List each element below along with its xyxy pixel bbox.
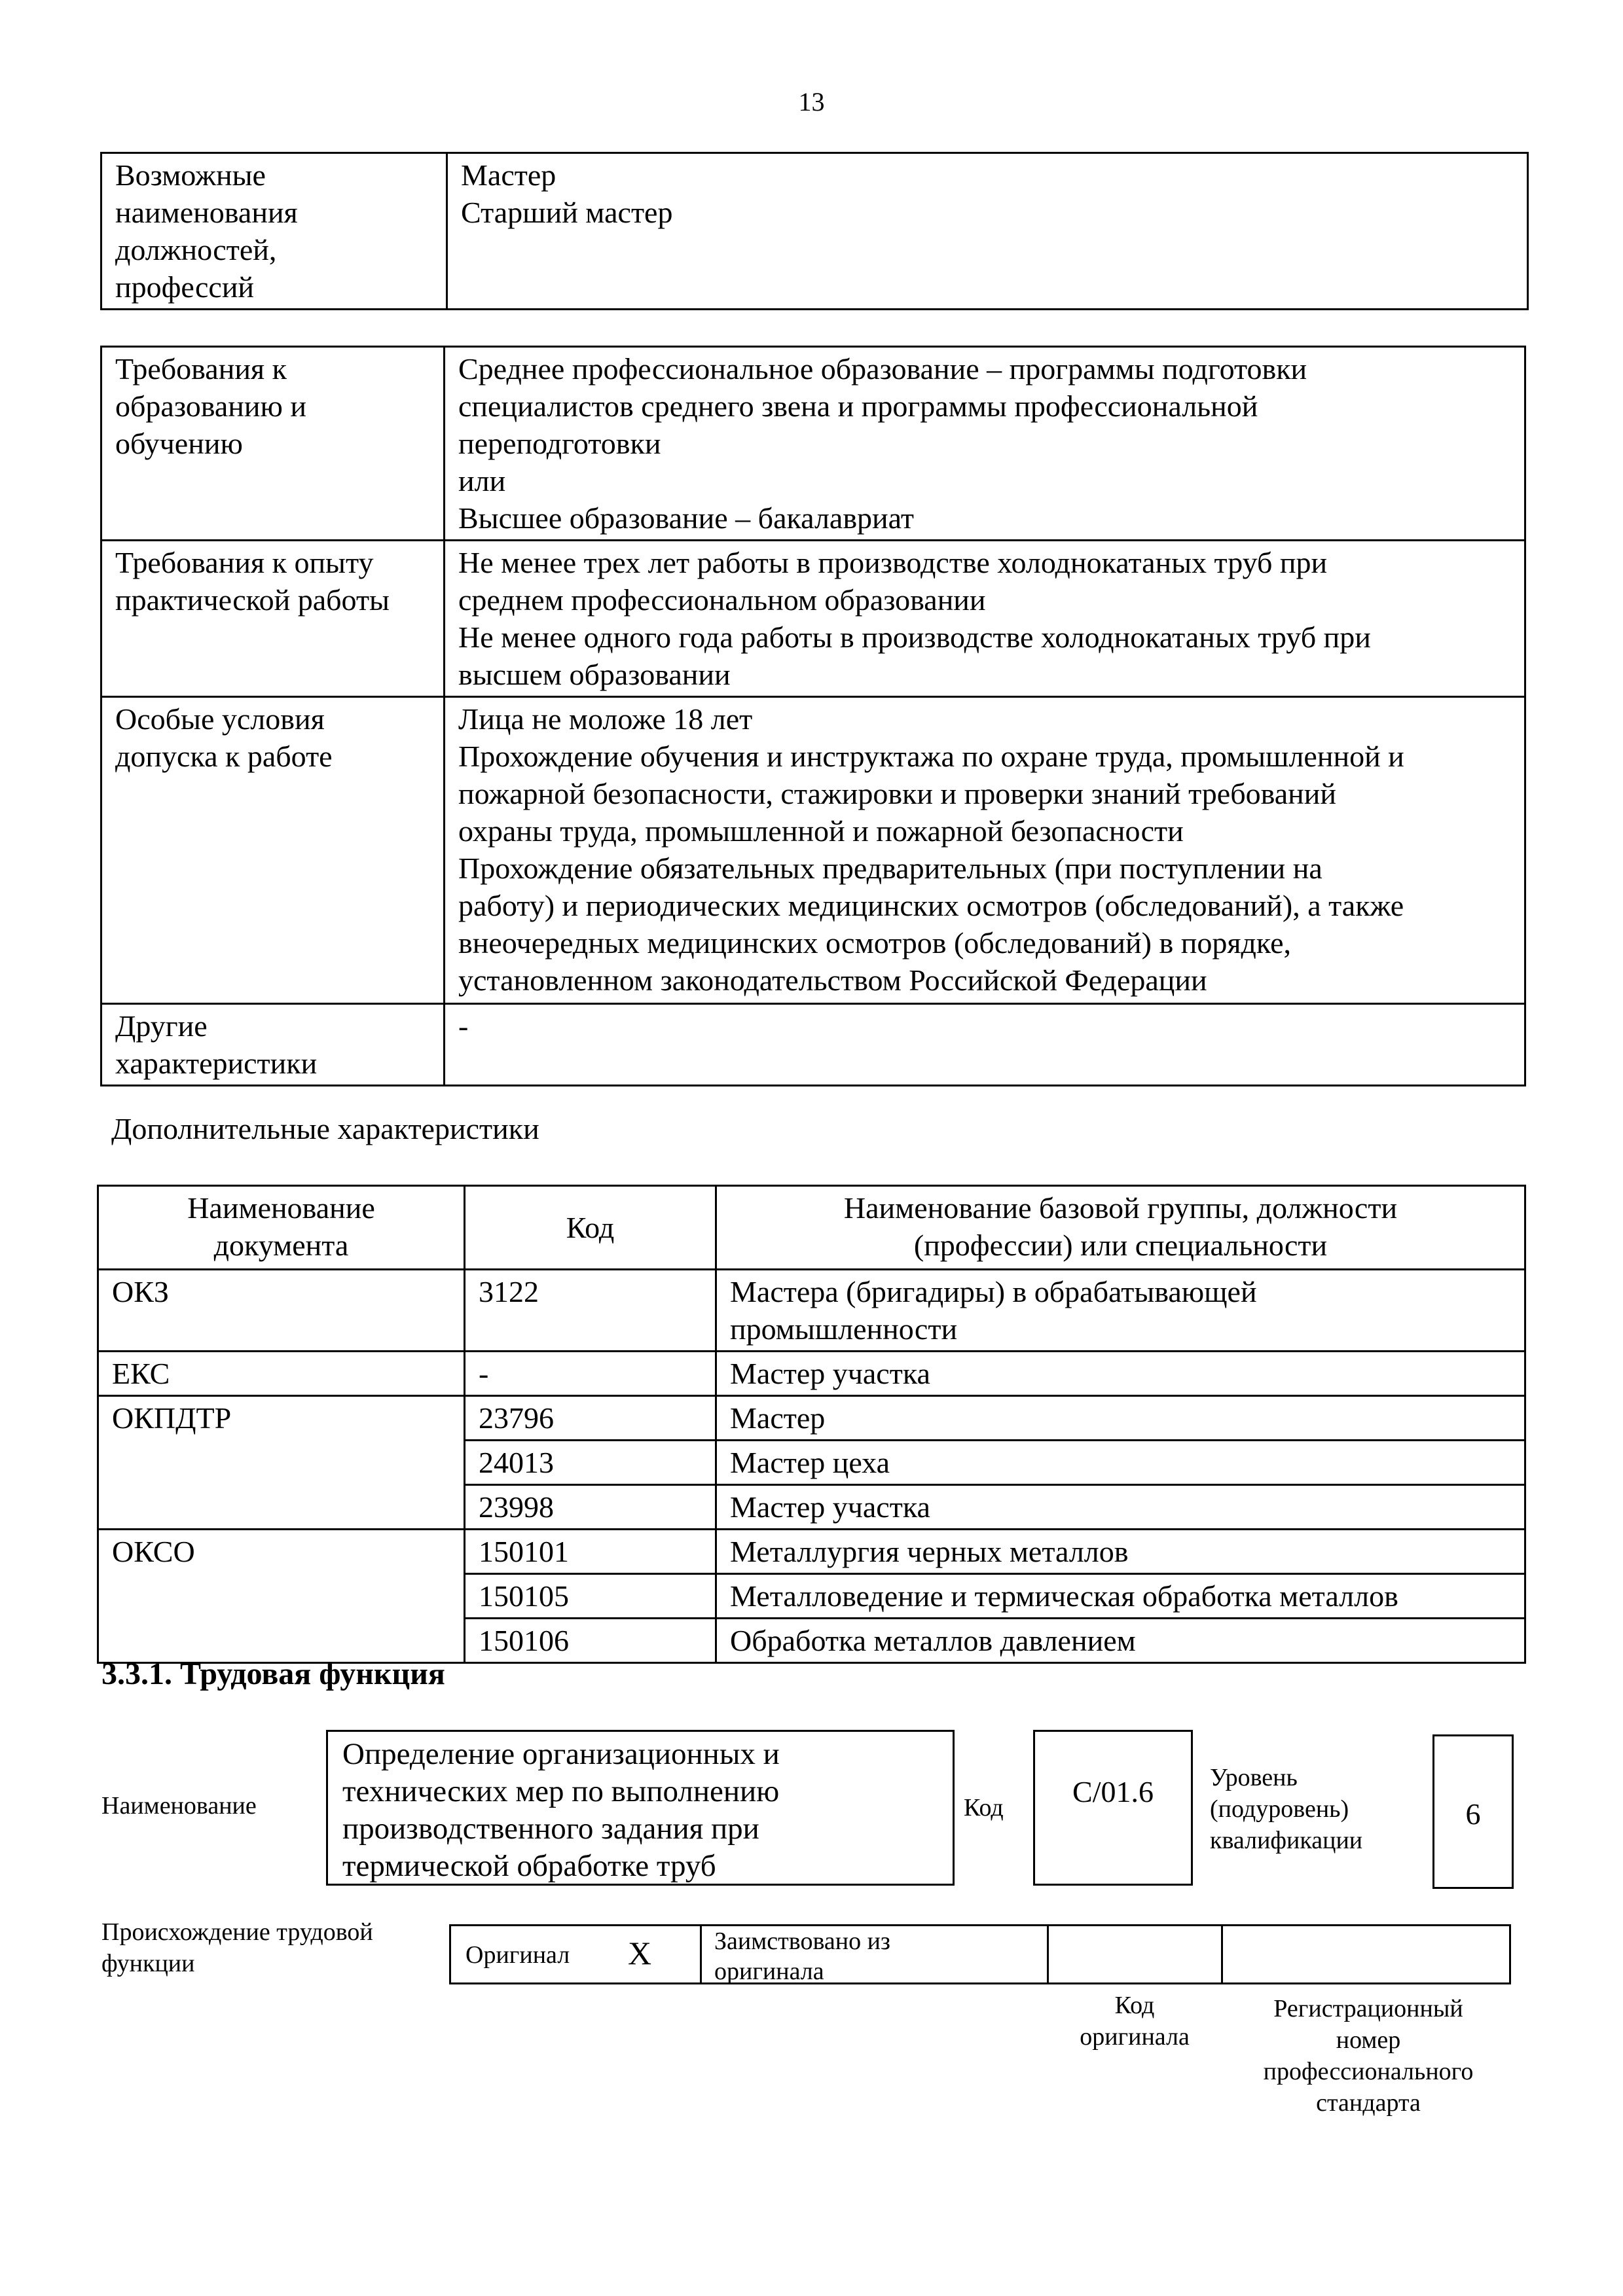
function-code-box: C/01.6 [1033, 1730, 1193, 1886]
row-name: Металлургия черных металлов [716, 1530, 1525, 1574]
borrowed-label: Заимствовано из оригинала [714, 1928, 890, 1985]
table-row [98, 1396, 1525, 1441]
row-code: 150105 [465, 1574, 716, 1619]
row-doc: ЕКС [98, 1352, 465, 1396]
job-titles-label: Возможные наименования должностей, профессий [101, 153, 447, 310]
table-row [101, 697, 1525, 1004]
table-row [98, 1352, 1525, 1396]
page-number: 13 [798, 87, 825, 117]
divider [1047, 1926, 1049, 1982]
row-doc: ОКСО [98, 1530, 465, 1663]
registration-number-caption: Регистрационный номер профессионального стандарта [1263, 1995, 1474, 2117]
experience-text: Не менее трех лет работы в производстве холоднокатаных труб при среднем профессиональном образовании Не менее одного года работы в производстве холоднокатаных труб при высшем образовании [445, 541, 1525, 697]
qualification-level-label: Уровень (подуровень) квалификации [1210, 1764, 1363, 1854]
origin-label: Происхождение трудовой функции [101, 1918, 373, 1977]
table-row [101, 1004, 1525, 1086]
row-code: 3122 [465, 1270, 716, 1352]
header-document: Наименование документа [98, 1186, 465, 1270]
table-row [101, 541, 1525, 697]
row-name: Мастер цеха [716, 1441, 1525, 1485]
education-label: Требования к образованию и обучению [101, 347, 445, 541]
row-code: 150101 [465, 1530, 716, 1574]
original-mark: X [628, 1935, 652, 1971]
table-row [101, 347, 1525, 541]
row-name: Мастер участка [716, 1485, 1525, 1530]
other-text: - [445, 1004, 1525, 1086]
row-code: - [465, 1352, 716, 1396]
divider [1221, 1926, 1223, 1982]
row-name: Мастер участка [716, 1352, 1525, 1396]
admission-label: Особые условия допуска к работе [101, 697, 445, 1004]
row-name: Обработка металлов давлением [716, 1619, 1525, 1663]
job-titles-values: Мастер Старший мастер [447, 153, 1528, 310]
row-code: 23796 [465, 1396, 716, 1441]
origin-table [449, 1924, 1511, 1984]
table-row [98, 1270, 1525, 1352]
row-name: Металловедение и термическая обработка металлов [716, 1574, 1525, 1619]
additional-table [97, 1185, 1526, 1664]
divider [700, 1926, 702, 1982]
row-doc: ОКПДТР [98, 1396, 465, 1530]
function-title: 3.3.1. Трудовая функция [101, 1657, 445, 1691]
function-name-label: Наименование [101, 1792, 257, 1820]
original-code-caption: Код оригинала [1080, 1992, 1190, 2051]
row-code: 24013 [465, 1441, 716, 1485]
education-text: Среднее профессиональное образование – программы подготовки специалистов среднего звена и программы профессиональной переподготовки или Высшее образование – бакалавриат [445, 347, 1525, 541]
experience-label: Требования к опыту практической работы [101, 541, 445, 697]
table-header-row [98, 1186, 1525, 1270]
function-name-box: Определение организационных и технических мер по выполнению производственного задания при термической обработке труб [326, 1730, 955, 1886]
requirements-table [100, 346, 1526, 1086]
function-code-label: Код [964, 1794, 1004, 1821]
job-titles-table [100, 152, 1529, 310]
row-code: 23998 [465, 1485, 716, 1530]
admission-text: Лица не моложе 18 лет Прохождение обучения и инструктажа по охране труда, промышленной и пожарной безопасности, стажировки и проверки знаний требований охраны труда, промышленной и пожарной безопасности Прохождение обязательных предварительных (при поступлении на работу) и периодических медицинских осмотров (обследований), а также внеочередных медицинских осмотров (обследований) в порядке, установленном законодательством Российской Федерации [445, 697, 1525, 1004]
other-label: Другие характеристики [101, 1004, 445, 1086]
original-label: Оригинал [465, 1941, 570, 1969]
table-row [98, 1530, 1525, 1574]
header-code: Код [465, 1186, 716, 1270]
row-code: 150106 [465, 1619, 716, 1663]
row-doc: ОКЗ [98, 1270, 465, 1352]
row-name: Мастера (бригадиры) в обрабатывающей промышленности [716, 1270, 1525, 1352]
header-name: Наименование базовой группы, должности (профессии) или специальности [716, 1186, 1525, 1270]
qualification-level-box: 6 [1432, 1734, 1514, 1889]
row-name: Мастер [716, 1396, 1525, 1441]
additional-title: Дополнительные характеристики [111, 1112, 539, 1145]
